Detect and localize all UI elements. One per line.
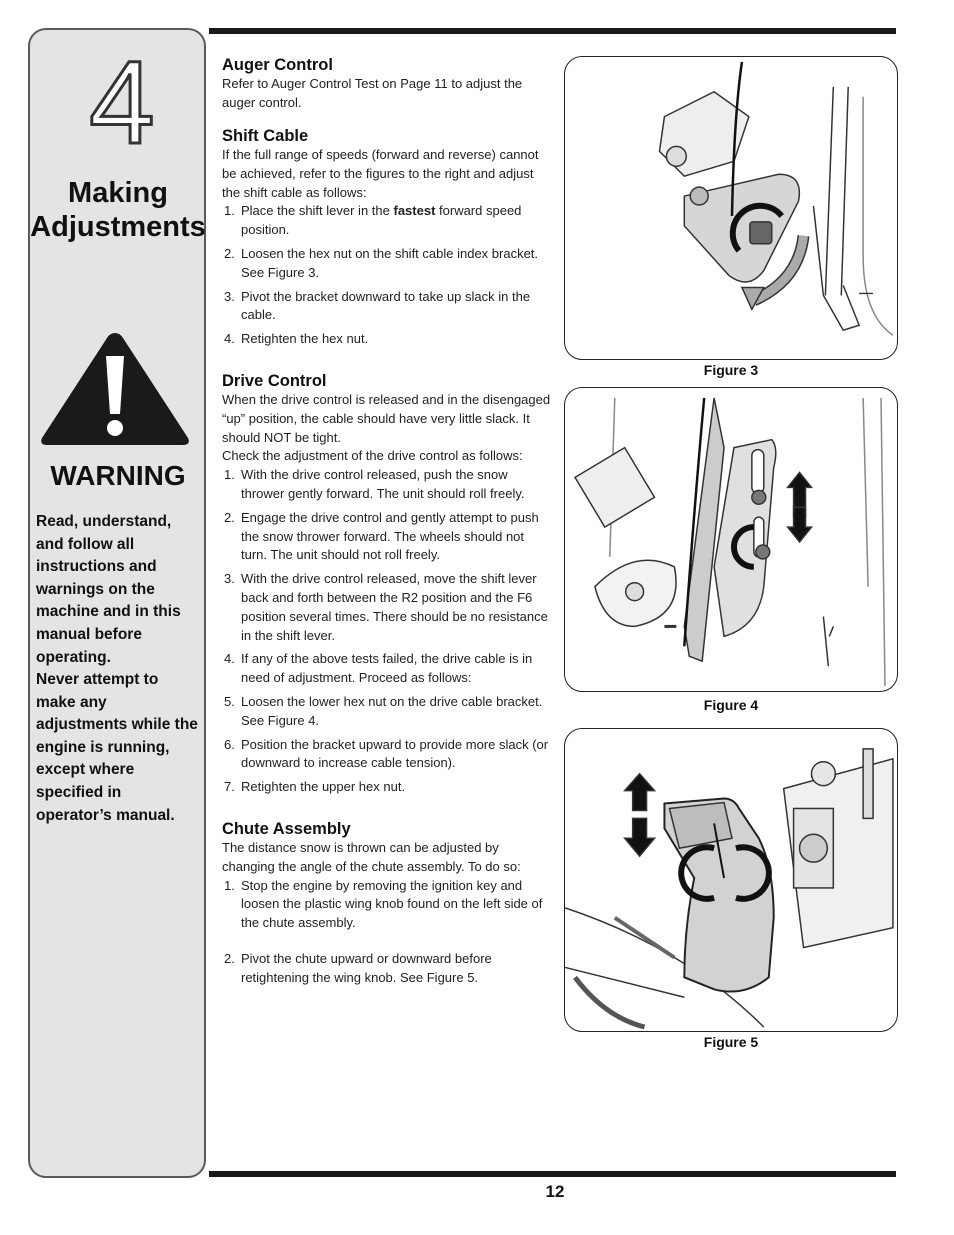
list-item: 7. Retighten the upper hex nut. xyxy=(224,779,406,795)
auger-section xyxy=(222,55,552,113)
list-item: 2. Loosen the hex nut on the shift cable index bracket. See Figure 3. xyxy=(224,245,539,280)
bottom-rule xyxy=(209,1171,896,1177)
chapter-number: 4 xyxy=(89,37,155,169)
list-item: 1. Place the shift lever in the fastest forward speed position. xyxy=(224,203,522,238)
figure-4-image xyxy=(564,387,898,692)
drive-intro2: Check the adjustment of the drive control as follows: xyxy=(222,448,523,464)
drive-intro: When the drive control is released and in the disengaged “up” position, the cable should have very little slack. It should NOT be tight. xyxy=(222,392,551,445)
drive-section xyxy=(222,371,552,797)
figure-5-image xyxy=(564,728,898,1032)
auger-heading: Auger Control xyxy=(222,56,333,74)
auger-text: Refer to Auger Control Test on Page 11 to adjust the auger control. xyxy=(222,76,523,110)
drive-steps xyxy=(222,466,552,797)
figure-5-caption: Figure 5 xyxy=(703,1034,759,1050)
list-item: 3. With the drive control released, move the shift lever back and forth between the R2 position and the F6 position several times. There should be no resistance in the shift lever. xyxy=(224,571,548,643)
list-item: 5. Loosen the lower hex nut on the drive cable bracket. See Figure 4. xyxy=(224,693,543,728)
top-rule xyxy=(209,28,896,34)
chapter-title-line1: Making xyxy=(68,177,168,209)
chute-heading: Chute Assembly xyxy=(222,820,351,838)
list-item: 4. Retighten the hex nut. xyxy=(224,331,369,347)
list-item: 2. Pivot the chute upward or downward before retightening the wing knob. See Figure 5. xyxy=(224,950,492,985)
chute-intro: The distance snow is thrown can be adjusted by changing the angle of the chute assembly. To do so: xyxy=(222,840,521,874)
figure-3-caption: Figure 3 xyxy=(703,362,759,378)
shift-intro: If the full range of speeds (forward and reverse) cannot be achieved, refer to the figures to the right and adjust the shift cable as follows: xyxy=(222,147,539,200)
list-item: 1. Stop the engine by removing the ignition key and loosen the plastic wing knob found on the left side of the chute assembly. xyxy=(224,877,543,931)
list-item: 4. If any of the above tests failed, the drive cable is in need of adjustment. Proceed as follows: xyxy=(224,651,533,686)
warning-triangle-icon xyxy=(38,330,192,448)
shift-bracket-illustration xyxy=(565,57,897,359)
chapter-title xyxy=(30,176,206,244)
drive-heading: Drive Control xyxy=(222,372,327,390)
figure-4-caption: Figure 4 xyxy=(703,697,759,713)
warning-title: WARNING xyxy=(50,460,186,491)
shift-section xyxy=(222,126,552,349)
warning-text-read: Read, understand, and follow all instructions and warnings on the machine and in this manual before operating. xyxy=(36,513,181,666)
shift-heading: Shift Cable xyxy=(222,127,309,145)
list-item: 3. Pivot the bracket downward to take up slack in the cable. xyxy=(224,288,531,323)
list-item: 6. Position the bracket upward to provide more slack (or downward to increase cable tension). xyxy=(224,736,549,771)
chute-section xyxy=(222,819,552,988)
chute-steps xyxy=(222,877,552,988)
figure-3-image xyxy=(564,56,898,360)
list-item: 1. With the drive control released, push the snow thrower gently forward. The unit should roll freely. xyxy=(224,467,525,501)
page-number: 12 xyxy=(545,1182,565,1201)
warning-text-never: Never attempt to make any adjustments while the engine is running, except where specified in operator’s manual. xyxy=(36,671,198,824)
chapter-title-line2: Adjustments xyxy=(30,211,206,243)
shift-steps xyxy=(222,202,552,349)
drive-bracket-illustration xyxy=(565,388,897,691)
chute-assembly-illustration xyxy=(565,729,897,1031)
list-item: 2. Engage the drive control and gently attempt to push the snow thrower forward. The wheels should not turn. The unit should not roll freely. xyxy=(224,509,539,563)
